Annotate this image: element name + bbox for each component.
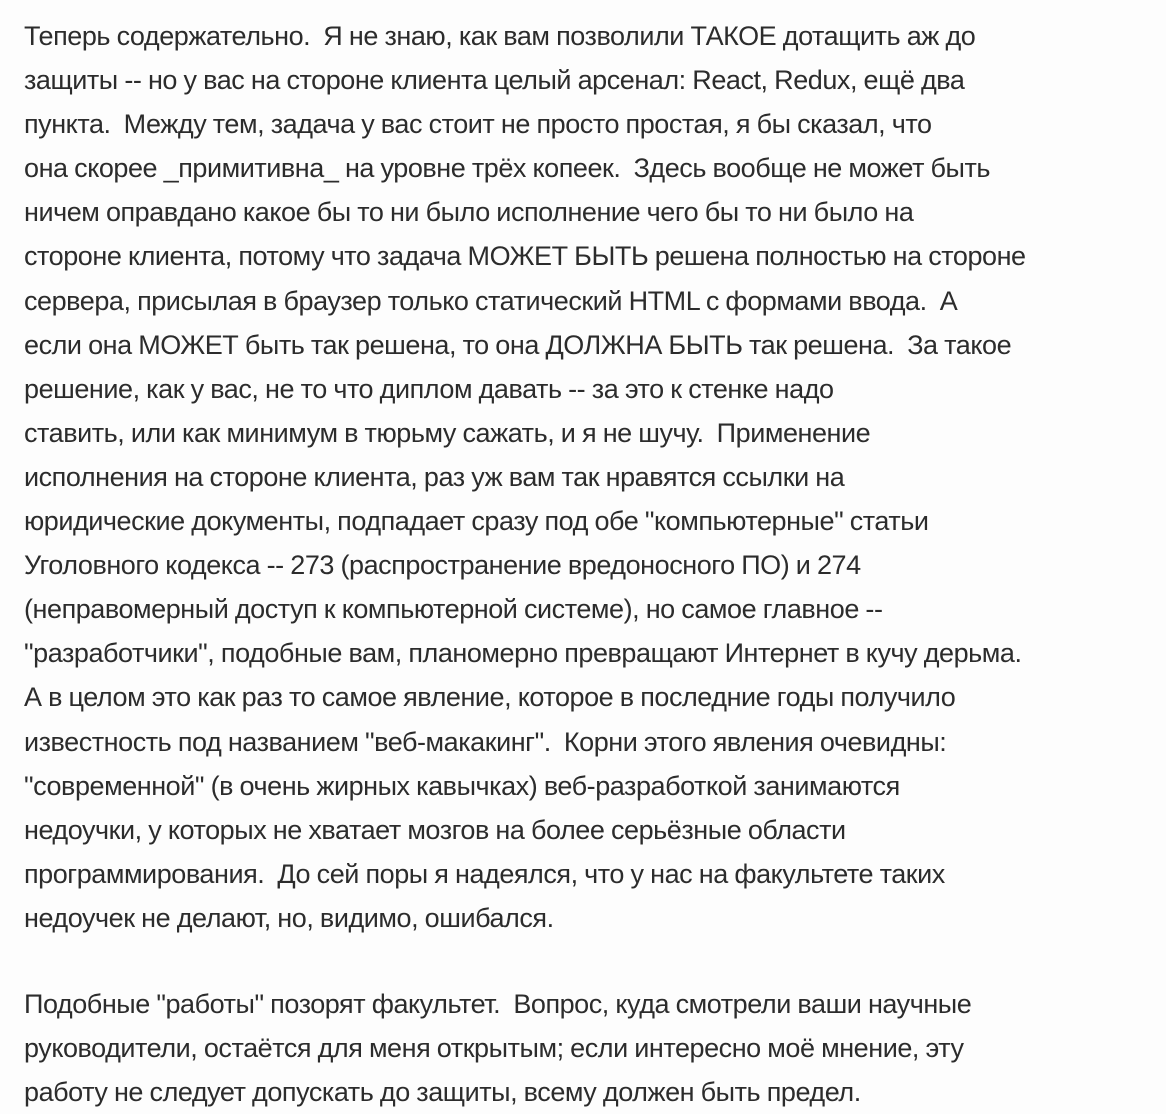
text-line: "разработчики", подобные вам, планомерно превращают Интернет в кучу дерьма. bbox=[24, 638, 1022, 669]
text-line: стороне клиента, потому что задача МОЖЕТ БЫТЬ решена полностью на стороне bbox=[24, 241, 1026, 272]
text-line: пункта. Между тем, задача у вас стоит не просто простая, я бы сказал, что bbox=[24, 109, 932, 140]
paragraph-gap bbox=[24, 940, 1154, 982]
paragraph-2 bbox=[24, 982, 1154, 1114]
text-line: "современной" (в очень жирных кавычках) веб-разработкой занимаются bbox=[24, 770, 900, 801]
text-line: работу не следует допускать до защиты, всему должен быть предел. bbox=[24, 1077, 861, 1108]
text-line: сервера, присылая в браузер только статический HTML с формами ввода. А bbox=[24, 285, 958, 316]
text-line: Подобные "работы" позорят факультет. Вопрос, куда смотрели ваши научные bbox=[24, 988, 972, 1019]
text-line: юридические документы, подпадает сразу под обе "компьютерные" статьи bbox=[24, 506, 929, 537]
text-line: программирования. До сей поры я надеялся, что у нас на факультете таких bbox=[24, 858, 945, 889]
text-line: руководители, остаётся для меня открытым; если интересно моё мнение, эту bbox=[24, 1033, 964, 1064]
text-line: Уголовного кодекса -- 273 (распространение вредоносного ПО) и 274 bbox=[24, 550, 861, 581]
text-line: решение, как у вас, не то что диплом давать -- за это к стенке надо bbox=[24, 373, 834, 404]
text-line: ничем оправдано какое бы то ни было исполнение чего бы то ни было на bbox=[24, 197, 914, 228]
text-line: защиты -- но у вас на стороне клиента целый арсенал: React, Redux, ещё два bbox=[24, 65, 965, 96]
document-body bbox=[24, 14, 1154, 1114]
text-line: недоучек не делают, но, видимо, ошибался. bbox=[24, 902, 554, 933]
text-line: исполнения на стороне клиента, раз уж вам так нравятся ссылки на bbox=[24, 461, 845, 492]
text-line: А в целом это как раз то самое явление, которое в последние годы получило bbox=[24, 682, 956, 713]
text-line: Теперь содержательно. Я не знаю, как вам позволили ТАКОЕ дотащить аж до bbox=[24, 21, 976, 51]
paragraph-1 bbox=[24, 14, 1154, 940]
text-line: известность под названием "веб-макакинг". Корни этого явления очевидны: bbox=[24, 726, 947, 757]
text-line: ставить, или как минимум в тюрьму сажать, и я не шучу. Применение bbox=[24, 417, 871, 448]
text-line: если она МОЖЕТ быть так решена, то она ДОЛЖНА БЫТЬ так решена. За такое bbox=[24, 329, 1012, 360]
text-line: она скорее _примитивна_ на уровне трёх копеек. Здесь вообще не может быть bbox=[24, 153, 991, 184]
text-line: (неправомерный доступ к компьютерной системе), но самое главное -- bbox=[24, 594, 883, 625]
text-line: недоучки, у которых не хватает мозгов на более серьёзные области bbox=[24, 814, 846, 845]
